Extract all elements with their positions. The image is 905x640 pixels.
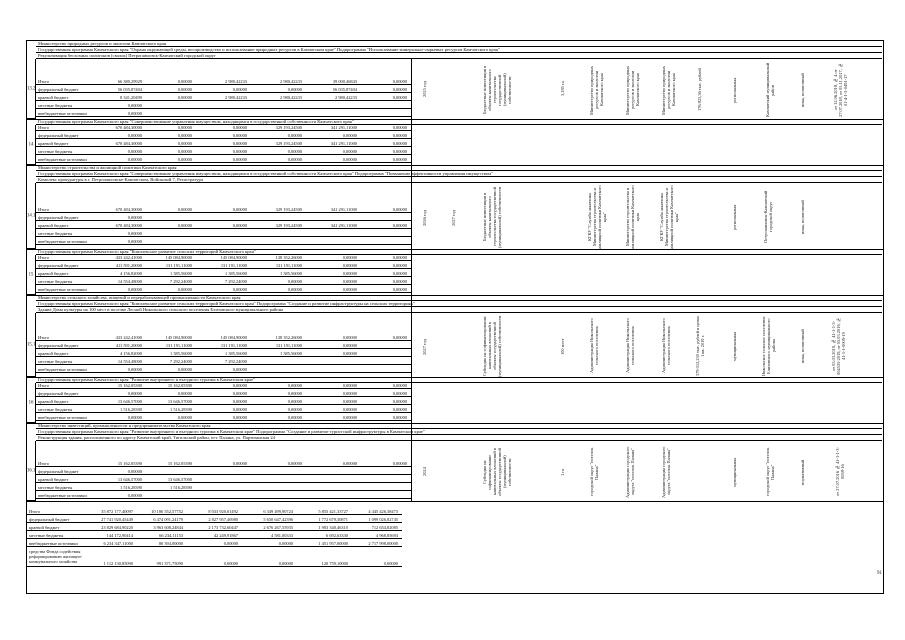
capacity-cell: 100 мест [560, 338, 565, 356]
finance-row: внебюджетные источники 0,00000 [36, 239, 411, 245]
totals-row: Итого 35 872 177,40097 10 186 552,57752 8 033 920,01492 6 349 499,90724 5 855 421,33727 4 445 426,38473 [27, 509, 402, 515]
finance-row: федеральный бюджет 0,00000 [36, 215, 411, 221]
program-row: Государственная программа Камчатского края "Совершенствование управления имуществом, находящимся в государственной собственности Камчатского края" Подпрограмма "Повышение эффективности управления имуществом" [36, 171, 882, 177]
developer-cell: Министерство строительства и жилищной политики Камчатского края [625, 185, 640, 249]
finance-row: Итого 15 162,05390 15 162,05390 0,00000 0,00000 0,00000 0,00000 [36, 383, 411, 389]
finance-row: внебюджетные источники 0,00000 0,00000 0,00000 [36, 367, 411, 373]
year2-cell: 2027 год [451, 210, 456, 226]
section-number: 15.1 [27, 313, 36, 377]
finance-row: краевой бюджет 670 484,30000 0,00000 0,00000 329 193,24500 341 291,11000 0,00000 [36, 141, 411, 147]
finance-row: федеральный бюджет 411 591,20000 131 191,11000 131 191,11000 131 191,11000 0,00000 [36, 343, 411, 349]
year-cell: 2026 год [422, 210, 427, 226]
program-row: Государственная программа Камчатского края "Развитие внутреннего и въездного туризма в Камчатском крае" Подпрограмма "Создание и развитие туристской инфраструктуры в Камчатском крае" [36, 429, 882, 435]
finance-row: федеральный бюджет 0,00000 [36, 469, 411, 475]
location-cell: Камчатский муниципальный район [765, 62, 775, 118]
finance-row: внебюджетные источники 0,00000 0,00000 0,00000 0,00000 0,00000 0,00000 [36, 287, 411, 293]
ministry-row: Министерство сельского хозяйства, пищевой и перерабатывающей промышленности Камчатского края [36, 295, 882, 301]
operator-cell: Администрация городского округа "поселок Палана" [661, 446, 671, 498]
ownership-cell: муниципальная [732, 457, 737, 487]
section-number: 15 [27, 255, 36, 295]
finance-row: местные бюджеты 1 516,28390 1 516,28390 0,00000 0,00000 0,00000 0,00000 [36, 407, 411, 413]
operator-cell: Министерство природных ресурсов и экологии Камчатского края [661, 65, 676, 115]
section-number: 16.1 [27, 441, 36, 501]
dates-cell: от 05.03.2019, № 41-1-1-3-004535-2019, от 05.03.2019, № 41-1-1-0009-19 [831, 317, 846, 375]
doc-cell: нормативный [800, 459, 805, 485]
totals-row: краевой бюджет 23 829 684,90220 3 963 608,24844 2 173 732,60447 2 676 267,55935 1 903 340,46310 712 654,82085 [27, 525, 402, 531]
section-number: 14 [27, 125, 36, 165]
object-row: Реконструкция здания, расположенного по адресу Камчатский край, Тигильский район, пгт. Палана, ул. Партизанская 24 [36, 435, 882, 441]
dates-cell: от 12.06.2018, № 4 от 27.07.2018, от 05.11.2017, № 01-4-1-3-0491-17 [833, 63, 848, 117]
finance-row: краевой бюджет 8 341,20499 0,00000 2 980,42233 2 980,42233 2 980,42233 0,00000 [36, 95, 411, 101]
location-cell: Петропавловск-Камчатский городской округ [763, 190, 773, 244]
program-row: Государственная программа Камчатского края "Совершенствование управления имуществом, находящимся в государственной собственности Камчатского края" [36, 119, 882, 125]
year-cell: 2027 год [422, 339, 427, 355]
object-row: Здание Дома культуры на 100 мест в поселке Лесной Никольского сельского поселения Елизовского муниципального района [36, 307, 882, 313]
developer-cell: Администрация городского округа "поселок Палана" [625, 446, 635, 498]
doc-cell: иная, полигонный [800, 73, 805, 107]
purpose-cell: Субсидия на софинансирование капитальных вложений в объекты государственной (муниципальной) собственности [482, 448, 512, 496]
finance-row: федеральный бюджет 0,00000 0,00000 0,00000 0,00000 0,00000 0,00000 [36, 133, 411, 139]
location-cell: городской округ "поселок Палана" [765, 447, 775, 497]
year-cell: 2025 год [422, 81, 427, 97]
capacity-cell: 3,185 га [560, 81, 565, 97]
finance-row: местные бюджеты 0,00000 [36, 103, 411, 109]
finance-row: местные бюджеты 0,00000 0,00000 0,00000 0,00000 0,00000 0,00000 [36, 149, 411, 155]
object-row: Комплекс прокуратуры в г. Петропавловске-Камчатском, Войсковой 7, Регистратура [36, 177, 882, 183]
section-number: 13.2 [27, 59, 36, 119]
customer-cell: Администрация Никольского сельского поселения [589, 318, 599, 374]
finance-row: федеральный бюджет 56 035,87404 0,00000 0,00000 0,00000 56 035,87404 0,00000 [36, 87, 411, 93]
finance-row: федеральный бюджет 411 591,20000 131 191,11000 131 191,11000 131 191,11000 0,00000 0,00000 [36, 263, 411, 269]
column-divider [411, 59, 412, 501]
ownership-cell: региональная [732, 77, 737, 103]
location-cell: Никольское сельское поселение Елизовского муниципального района [761, 316, 776, 376]
developer-cell: Администрация Никольского сельского поселения [625, 318, 635, 374]
finance-row: краевой бюджет 4 156,82000 1 385,56000 1 385,56000 1 385,56000 0,00000 0,00000 [36, 271, 411, 277]
developer-cell: Министерство природных ресурсов и экологии Камчатского края [625, 65, 640, 115]
ministry-row: Министерство инвестиций, промышленности и предпринимательства Камчатского края [36, 423, 882, 429]
finance-row: местные бюджеты 14 554,48000 7 292,24000 7 292,24000 0,00000 0,00000 0,00000 [36, 279, 411, 285]
finance-row: Итого 433 242,41000 145 084,90000 145 084,90000 138 352,26000 0,00000 0,00000 [36, 255, 411, 261]
finance-row: федеральный бюджет 0,00000 0,00000 0,00000 0,00000 0,00000 0,00000 [36, 391, 411, 397]
cost-cell: 379 012,230 тыс. рублей в ценах 1 кв. 2019 г. [695, 316, 705, 377]
finance-row: местные бюджеты 0,00000 [36, 231, 411, 237]
program-row: Государственная программа Камчатского края "Комплексное развитие сельских территорий Камчатского края" [36, 249, 882, 255]
finance-row: краевой бюджет 670 484,30000 0,00000 0,00000 329 193,24500 341 291,11000 0,00000 [36, 223, 411, 229]
divider [27, 501, 883, 502]
finance-row: местные бюджеты 14 554,48000 7 292,24000 7 292,24000 [36, 359, 411, 365]
ownership-cell: муниципальная [732, 331, 737, 361]
finance-row: Итого 670 484,30000 0,00000 0,00000 329 193,24500 341 291,11000 0,00000 [36, 125, 411, 131]
purpose-cell: Субсидия на софинансирование капитальных вложений в объекты государственной (муниципальной) собственности [482, 315, 502, 377]
dates-cell: от 27.07.2016 № 41-1-1-3-0058-16 [835, 447, 845, 497]
program-row: Государственная программа Камчатского края "Комплексное развитие сельских территорий Камчатского края" Подпрограмма "Создание и развитие инфраструктуры на сельских территориях" [36, 301, 882, 307]
object-row: Рекультивация бесхозных полигонов (свалок) Петропавловск-Камчатский городской округ [36, 53, 882, 59]
totals-row: федеральный бюджет 27 741 920,45449 6 474 091,24179 2 827 957,46980 5 650 647,42396 1 772 679,30871 1 099 026,82745 [27, 517, 402, 523]
section-number: 14.1 [27, 183, 36, 249]
finance-row: краевой бюджет 13 646,57000 13 646,57000 [36, 477, 411, 483]
program-row: Государственная программа Камчатского края "Охрана окружающей среды, воспроизводство и использование природных ресурсов в Камчатском крае" Подпрограмма "Использование минерально-сырьевых ресурсов Камчатского края" [36, 47, 882, 53]
customer-cell: Министерство природных ресурсов и экологии Камчатского края [589, 65, 604, 115]
totals-row: местные бюджеты 144 172,90414 66 234,11153 42 249,91867 4 581,00333 6 692,63330 4 968,85694 [27, 533, 402, 539]
customer-cell: городской округ "поселок Палана" [589, 447, 599, 497]
finance-row: Итого 66 380,29929 0,00000 2 980,42233 2 980,42233 39 000,46843 0,00000 [36, 79, 411, 85]
totals-row: внебюджетные источники 6 234 347,11000 80 394,00000 0,00000 0,00000 1 451 957,00000 2 717 998,00000 [27, 541, 402, 547]
section-number: 16 [27, 383, 36, 423]
finance-row: Итого 670 484,30000 0,00000 0,00000 329 193,24500 341 291,11000 0,00000 [36, 207, 411, 213]
finance-row: внебюджетные источники 0,00000 [36, 493, 411, 499]
finance-row: местные бюджеты 1 516,28390 1 516,28390 [36, 485, 411, 491]
finance-row: краевой бюджет 13 646,57000 13 646,57000 0,00000 0,00000 0,00000 0,00000 [36, 399, 411, 405]
ownership-cell: региональная [732, 204, 737, 230]
finance-row: внебюджетные источники 0,00000 0,00000 0,00000 0,00000 0,00000 0,00000 [36, 415, 411, 421]
doc-cell: иная, полигонный [800, 329, 805, 363]
document-sheet [26, 40, 884, 594]
ministry-row: Министерство природных ресурсов и экологии Камчатского края [36, 41, 882, 47]
finance-row: внебюджетные источники 0,00000 0,00000 0,00000 0,00000 0,00000 0,00000 [36, 157, 411, 163]
capacity-cell: 1 га [560, 468, 565, 476]
year-cell: 2024 [422, 467, 427, 477]
cost-cell: 176 825,36 тыс. рублей [697, 68, 702, 112]
totals-row: средства Фонда содействия реформированию жилищно-коммунального хозяйства 1 112 130,85090 991 371,75090 0,00000 0,00000 120 759,10000 0,00000 [27, 549, 402, 567]
program-row: Государственная программа Камчатского края "Развитие внутреннего и въездного туризма в Камчатском крае" [36, 377, 882, 383]
purpose-cell: Бюджетные инвестиции в объекты капитального строительства государственной (муниципальной) собственности [482, 65, 512, 115]
operator-cell: Администрация Никольского сельского поселения [661, 318, 671, 374]
finance-row: краевой бюджет 4 156,82000 1 385,56000 1 385,56000 1 385,56000 0,00000 [36, 351, 411, 357]
operator-cell: КГКУ "Служба заказчика Министерства строительства и жилищной политики Камчатского края" [659, 185, 679, 249]
finance-row: Итого 15 162,05390 15 162,05390 0,00000 0,00000 0,00000 0,00000 [36, 461, 411, 467]
page-number: 91 [877, 571, 882, 576]
purpose-cell: Бюджетные инвестиции в объекты капитального строительства государственной (муниципальной) собственности [482, 186, 502, 248]
ministry-row: Министерство строительства и жилищной политики Камчатского края [36, 165, 882, 171]
finance-row: внебюджетные источники 0,00000 [36, 111, 411, 117]
customer-cell: КГКУ "Служба заказчика Министерства строительства и жилищной политики Камчатского края" [587, 185, 607, 249]
doc-cell: иная, полигонный [800, 200, 805, 234]
finance-row: Итого 433 242,41000 145 084,90000 145 084,90000 138 352,26000 0,00000 0,00000 [36, 335, 411, 341]
